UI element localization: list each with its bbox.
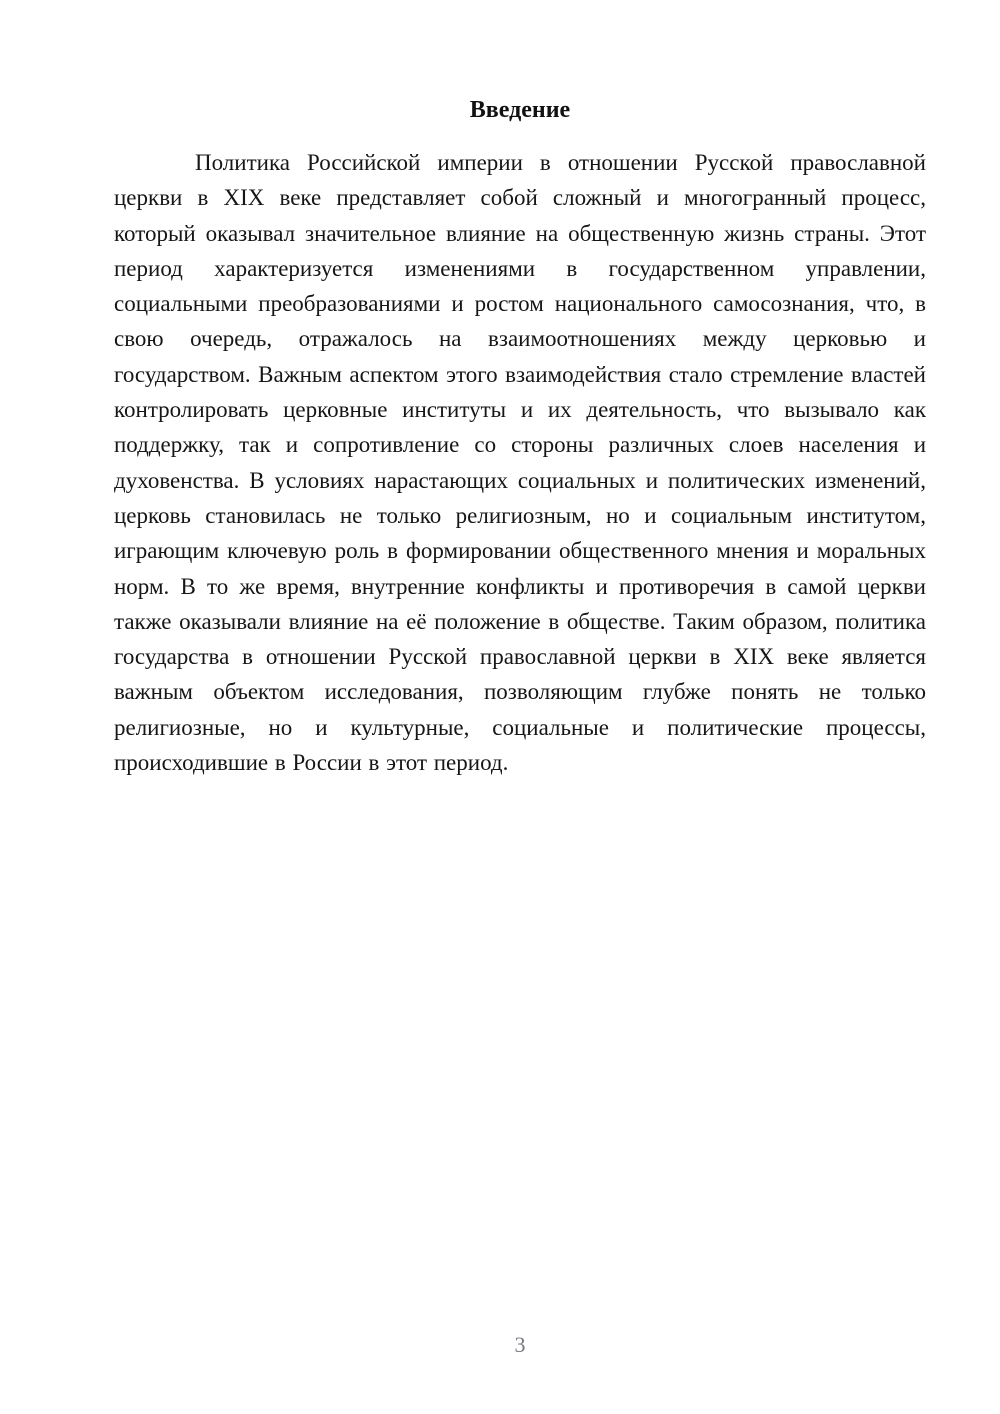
body-paragraph: Политика Российской империи в отношении Русской православной церкви в XIX веке представляет собой сложный и многогранный процесс, который оказывал значительное влияние на общественную жизнь страны. Этот период характеризуется изменениями в государственном управлении, социальными преобразованиями и ростом национального самосознания, что, в свою очередь, отражалось на взаимоотношениях между церковью и государством. Важным аспектом этого взаимодействия стало стремление властей контролировать церковные институты и их деятельность, что вызывало как поддержку, так и сопротивление со стороны различных слоев населения и духовенства. В условиях нарастающих социальных и политических изменений, церковь становилась не только религиозным, но и социальным институтом, играющим ключевую роль в формировании общественного мнения и моральных норм. В то же время, внутренние конфликты и противоречия в самой церкви также оказывали влияние на её положение в обществе. Таким образом, политика государства в отношении Русской православной церкви в XIX веке является важным объектом исследования, позволяющим глубже понять не только религиозные, но и культурные, социальные и политические процессы, происходившие в России в этот период. <box>114 150 926 776</box>
page-number: 3 <box>514 1332 526 1357</box>
page-content <box>114 93 926 780</box>
page-title: Введение <box>469 97 571 123</box>
